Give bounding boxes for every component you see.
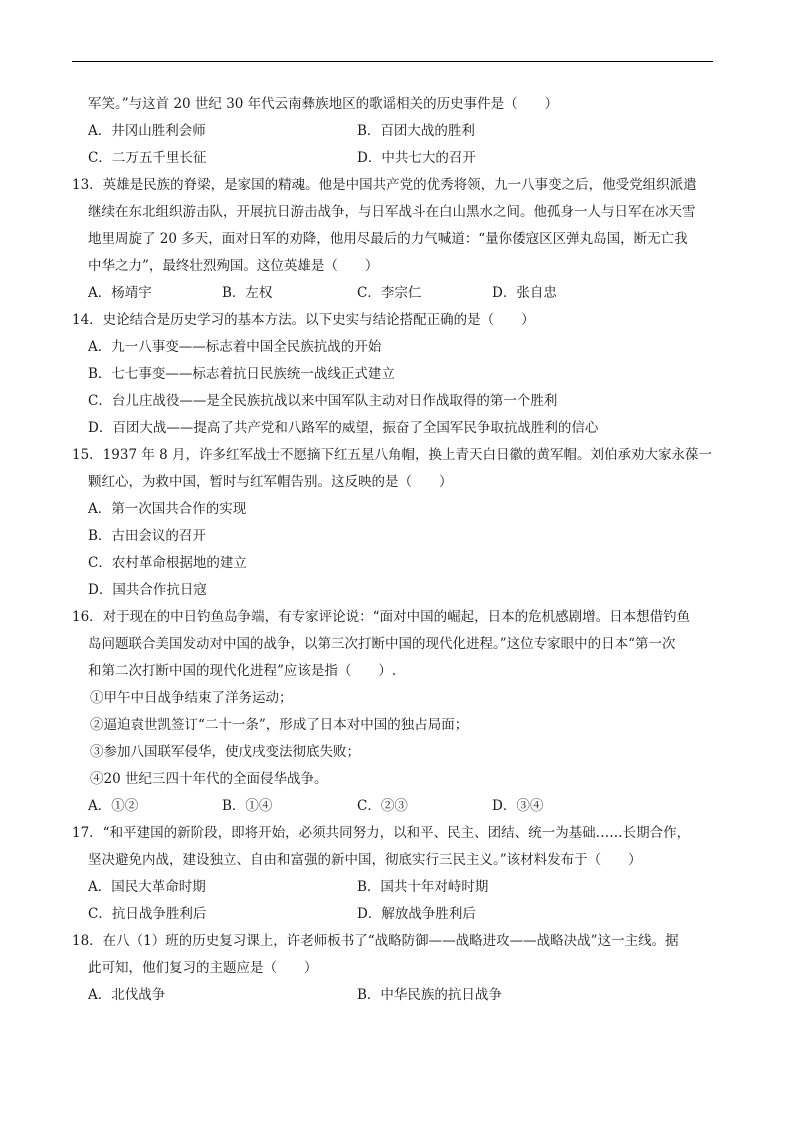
question-13-line-2: 继续在东北组织游击队，开展抗日游击战争，与日军战斗在白山黑水之间。他孤身一人与日军在冰天雪: [88, 204, 696, 220]
option-15-b: B．古田会议的召开: [88, 528, 206, 544]
option-16-b: B．①④: [222, 798, 273, 814]
question-13-line-1: 13．英雄是民族的脊梁，是家国的精魂。他是中国共产党的优秀将领，九一八事变之后，他受党组织派遣: [72, 177, 697, 193]
option-14-b: B．七七事变——标志着抗日民族统一战线正式建立: [88, 366, 395, 382]
option-18-b: B．中华民族的抗日战争: [357, 987, 502, 1003]
question-16-item-4: ④20 世纪三四十年代的全面侵华战争。: [90, 771, 328, 787]
question-18-line-1: 18．在八（1）班的历史复习课上，许老师板书了“战略防御——战略进攻——战略决战”这一主线。据: [72, 933, 679, 949]
option-14-c: C．台儿庄战役——是全民族抗战以来中国军队主动对日作战取得的第一个胜利: [88, 393, 558, 409]
option-13-b: B．左权: [222, 285, 273, 301]
option-12-d: D．中共七大的召开: [357, 150, 476, 166]
option-16-d: D．③④: [492, 798, 544, 814]
option-17-c: C．抗日战争胜利后: [88, 906, 207, 922]
option-13-c: C．李宗仁: [357, 285, 422, 301]
question-16-item-1: ①甲午中日战争结束了洋务运动；: [90, 690, 293, 706]
option-15-a: A．第一次国共合作的实现: [88, 501, 247, 517]
question-15-line-2: 颗红心，为救中国，暂时与红军帽告别。这反映的是（ ）: [88, 474, 453, 490]
option-13-d: D．张自忠: [492, 285, 557, 301]
option-14-d: D．百团大战——提高了共产党和八路军的威望，振奋了全国军民争取抗战胜利的信心: [88, 420, 599, 436]
question-16-item-2: ②逼迫袁世凯签订“二十一条”，形成了日本对中国的独占局面；: [90, 717, 469, 733]
option-17-d: D．解放战争胜利后: [357, 906, 476, 922]
question-13-line-4: 中华之力”，最终壮烈殉国。这位英雄是（ ）: [88, 258, 379, 274]
option-12-a: A．井冈山胜利会师: [88, 123, 206, 139]
question-16-line-3: 和第二次打断中国的现代化进程”应该是指（ ）.: [88, 663, 397, 679]
header-rule: [72, 61, 713, 62]
option-17-a: A．国民大革命时期: [88, 879, 206, 895]
question-18-line-2: 此可知，他们复习的主题应是（ ）: [88, 960, 318, 976]
option-12-c: C．二万五千里长征: [88, 150, 207, 166]
option-15-c: C．农村革命根据地的建立: [88, 555, 247, 571]
option-17-b: B．国共十年对峙时期: [357, 879, 489, 895]
question-16-line-2: 岛问题联合美国发动对中国的战争，以第三次打断中国的现代化进程。”这位专家眼中的日本“第一次: [88, 636, 676, 652]
option-15-d: D．国共合作抗日寇: [88, 582, 207, 598]
question-16-line-1: 16．对于现在的中日钓鱼岛争端，有专家评论说：“面对中国的崛起，日本的危机感剧增。日本想借钓鱼: [72, 609, 691, 625]
option-12-b: B．百团大战的胜利: [357, 123, 475, 139]
question-16-item-3: ③参加八国联军侵华，使戊戌变法彻底失败；: [90, 744, 360, 760]
option-18-a: A．北伐战争: [88, 987, 166, 1003]
option-16-c: C．②③: [357, 798, 408, 814]
option-14-a: A．九一八事变——标志着中国全民族抗战的开始: [88, 339, 382, 355]
question-15-line-1: 15．1937 年 8 月，许多红军战士不愿摘下红五星八角帽，换上青天白日徽的黄军帽。刘伯承劝大家永葆一: [72, 447, 712, 463]
question-12-stem-end: 军笑。”与这首 20 世纪 30 年代云南彝族地区的歌谣相关的历史事件是（ ）: [88, 96, 559, 112]
question-17-line-1: 17．“和平建国的新阶段，即将开始，必须共同努力，以和平、民主、团结、统一为基础……长期合作，: [72, 825, 691, 841]
question-13-line-3: 地里周旋了 20 多天，面对日军的劝降，他用尽最后的力气喊道：“量你倭寇区区弹丸岛国，断无亡我: [88, 231, 688, 247]
question-14-line-1: 14．史论结合是历史学习的基本方法。以下史实与结论搭配正确的是（ ）: [72, 312, 535, 328]
option-16-a: A．①②: [88, 798, 139, 814]
question-17-line-2: 坚决避免内战，建设独立、自由和富强的新中国，彻底实行三民主义。”该材料发布于（ ）: [88, 852, 642, 868]
option-13-a: A．杨靖宇: [88, 285, 152, 301]
